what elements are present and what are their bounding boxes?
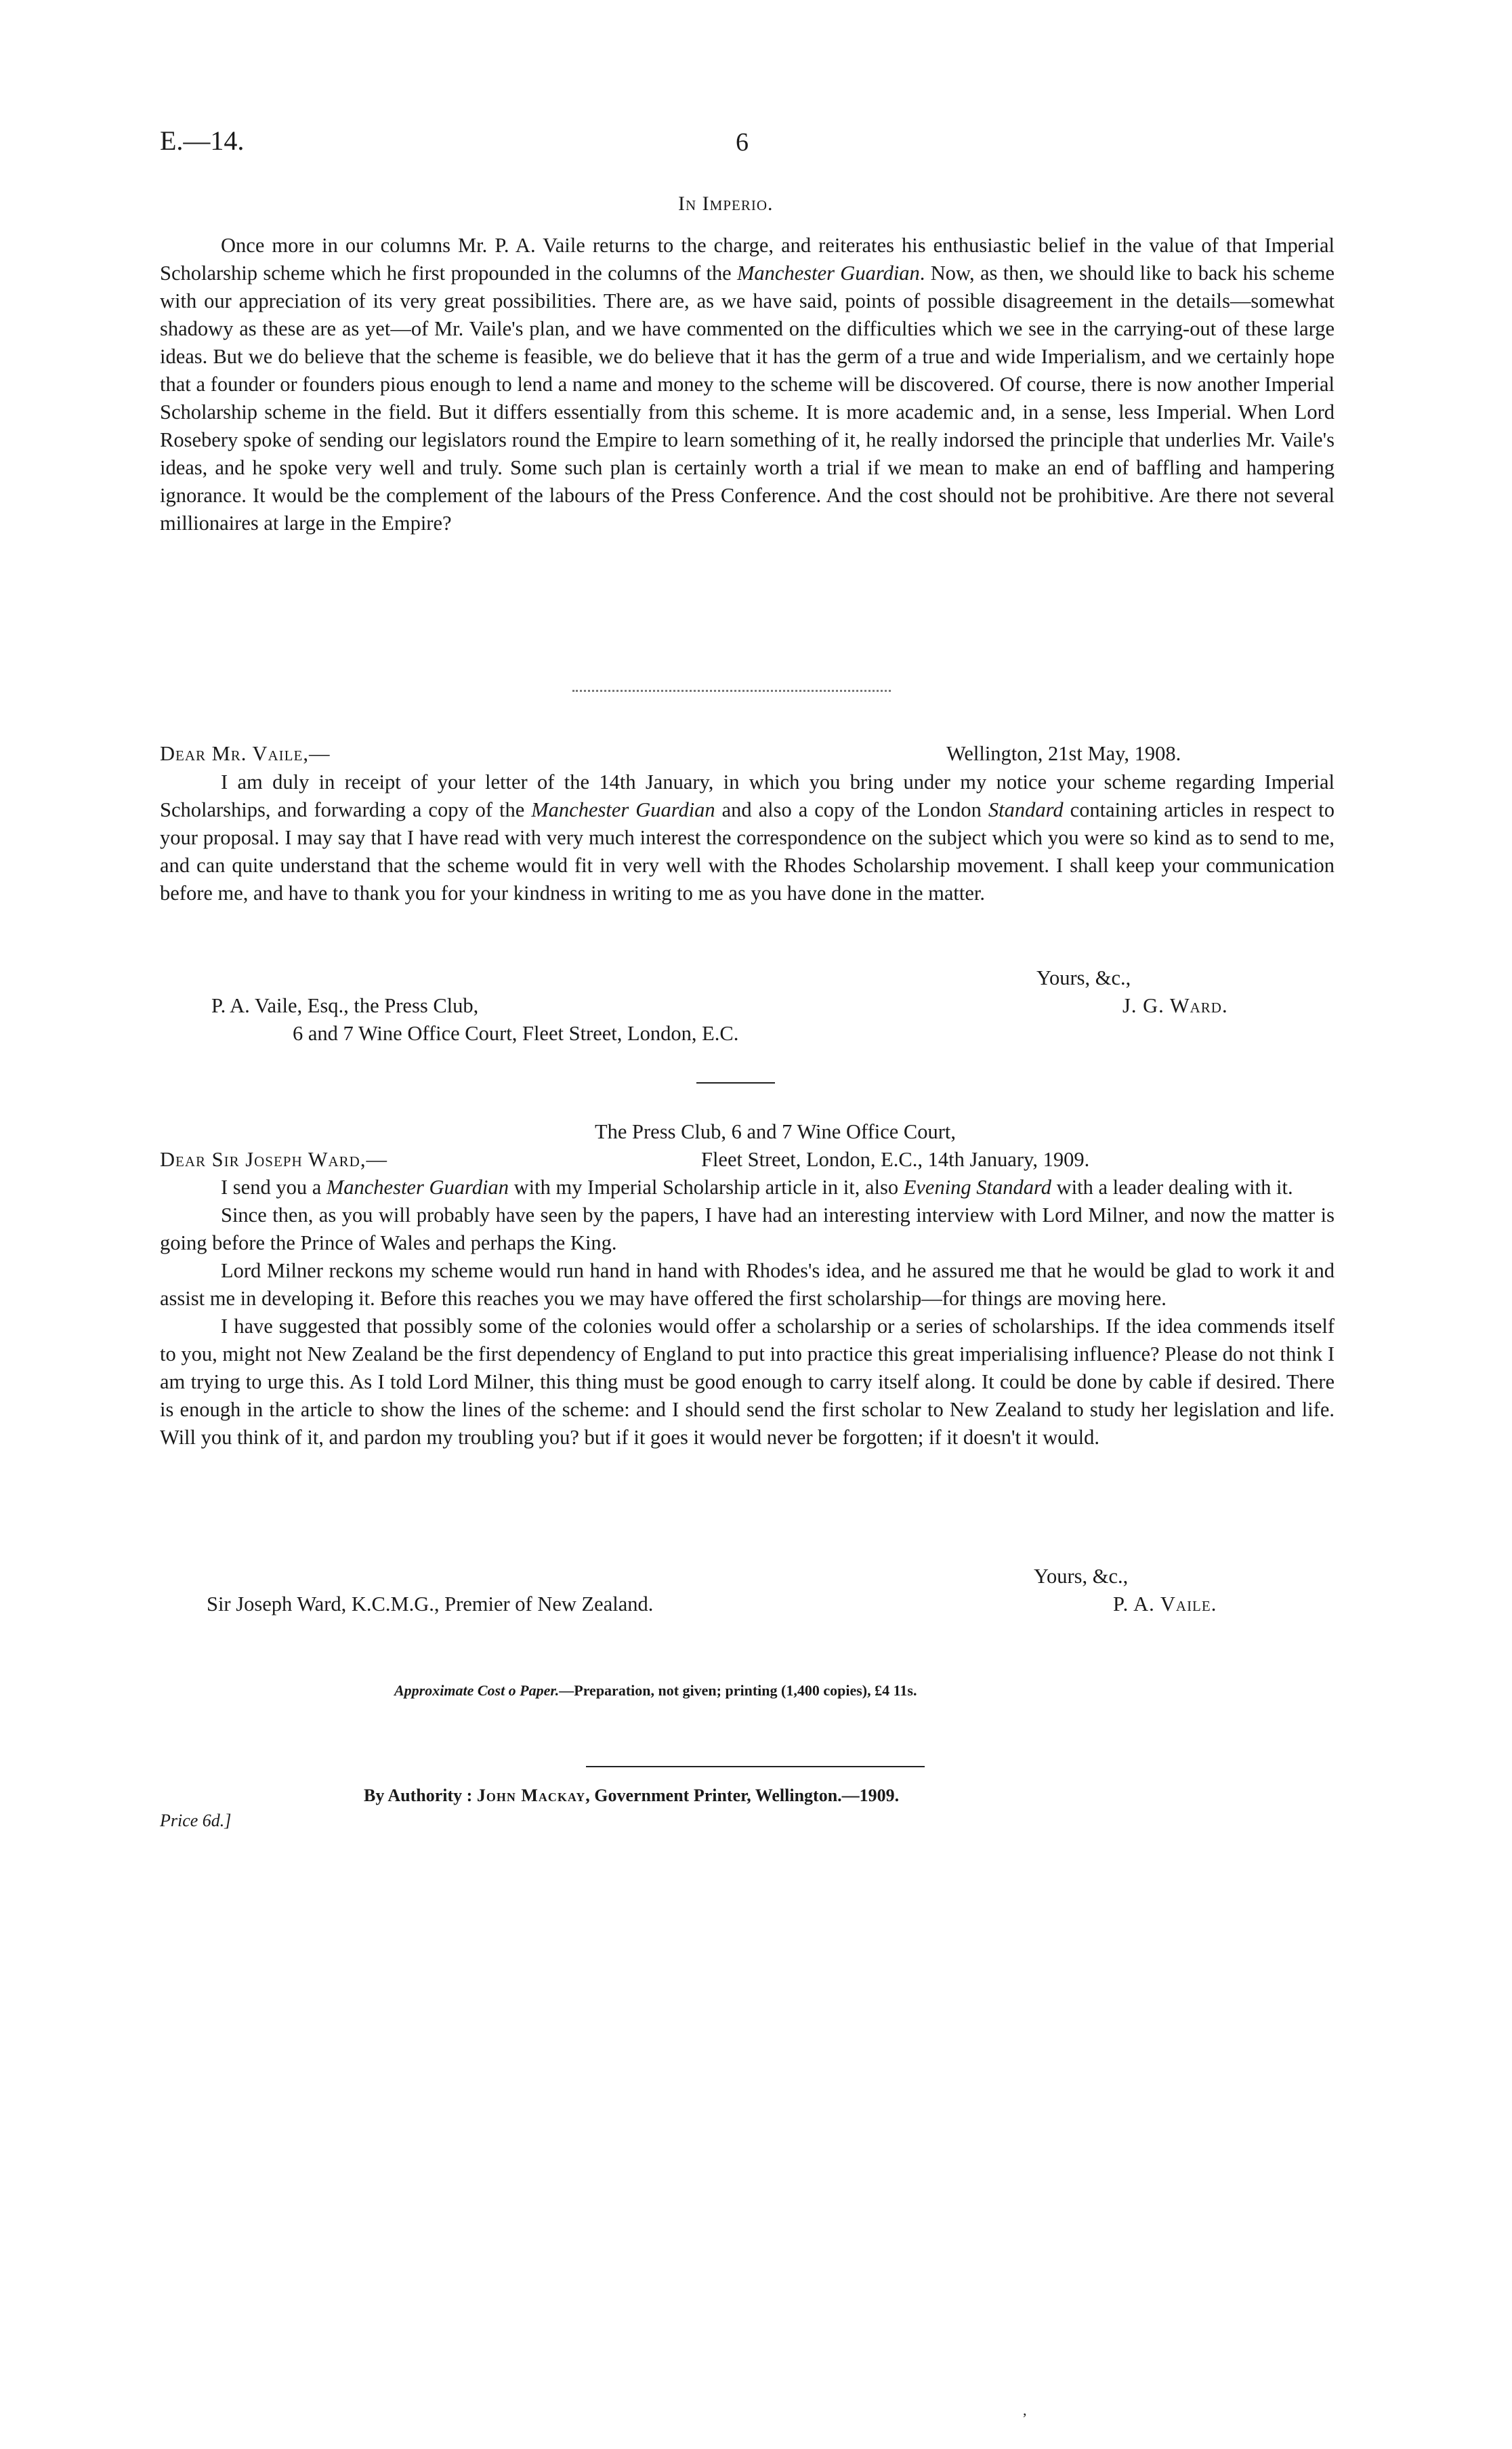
letter2-p1-text-c: with a leader dealing with it. <box>1051 1176 1293 1199</box>
letter2-addressee: Sir Joseph Ward, K.C.M.G., Premier of New Zealand. <box>207 1592 654 1615</box>
letter2-salutation: Dear Sir Joseph Ward,— <box>160 1148 387 1171</box>
approximate-cost <box>394 1682 917 1700</box>
letter1-signature: J. G. Ward. <box>1122 994 1228 1017</box>
letter1-addressee-line2: 6 and 7 Wine Office Court, Fleet Street, London, E.C. <box>293 1022 739 1045</box>
in-imperio-text-a: Once more in our columns Mr. P. A. Vaile returns to the charge, and reiterates his enthusiastic belief in the value of that Imperial Scholarship scheme which he first propounded in the columns of the <box>160 234 1335 285</box>
in-imperio-italic: Manchester Guardian <box>737 262 920 285</box>
letter2-body <box>160 1174 1335 1452</box>
section-heading: In Imperio. <box>678 192 774 215</box>
letter2-signature: P. A. Vaile. <box>1113 1592 1217 1615</box>
stray-mark: , <box>1023 2402 1027 2419</box>
dotted-separator <box>572 690 891 695</box>
letter1-place-date: Wellington, 21st May, 1908. <box>946 742 1181 765</box>
letter1-text-b: and also a copy of the London <box>715 798 988 821</box>
printer-authority <box>364 1786 899 1806</box>
letter1-addressee-line1: P. A. Vaile, Esq., the Press Club, <box>211 994 479 1017</box>
letter1-closing: Yours, &c., <box>1036 966 1131 989</box>
in-imperio-paragraph <box>160 232 1335 537</box>
footer-rule <box>586 1766 925 1767</box>
cost-label: Approximate Cost o Paper. <box>394 1682 560 1699</box>
authority-prefix: By Authority : <box>364 1786 477 1805</box>
authority-suffix: , Government Printer, Wellington.—1909. <box>585 1786 900 1805</box>
letter1-text-a: I am duly in receipt of your letter of the 14th January, in which you bring under my notice your scheme regarding Imperial Scholarships, and forwarding a copy of the <box>160 770 1335 821</box>
letter2-p1-italic-1: Manchester Guardian <box>326 1176 509 1199</box>
letter2-closing: Yours, &c., <box>1034 1565 1129 1588</box>
letter2-p2: Since then, as you will probably have seen by the papers, I have had an interesting interview with Lord Milner, and now the matter is going before the Prince of Wales and perhaps the King. <box>160 1203 1335 1254</box>
price: Price 6d.] <box>160 1811 232 1830</box>
page-number: 6 <box>736 128 749 157</box>
printer-name: John Mackay <box>476 1786 586 1805</box>
letter2-p1-text-b: with my Imperial Scholarship article in it, also <box>508 1176 904 1199</box>
in-imperio-text-b: . Now, as then, we should like to back his scheme with our appreciation of its very great possibilities. There are, as we have said, points of possible disagreement in the details—somewhat shadowy as these are as yet—of Mr. Vaile's plan, and we have commented on the difficulties which we see in the carrying-out of these large ideas. But we do believe that the scheme is feasible, we do believe that it has the germ of a true and wide Imperialism, and we certainly hope that a founder or founders pious enough to lend a name and money to the scheme will be discovered. Of course, there is now another Imperial Scholarship scheme in the field. But it differs essentially from this scheme. It is more academic and, in a sense, less Imperial. When Lord Rosebery spoke of sending our legislators round the Empire to learn something of it, he really indorsed the principle that underlies Mr. Vaile's ideas, and he spoke very well and truly. Some such plan is certainly worth a trial if we mean to make an end of baffling and hampering ignorance. It would be the complement of the labours of the Press Conference. And the cost should not be prohibitive. Are there not several millionaires at large in the Empire? <box>160 262 1335 535</box>
letter2-p1-italic-2: Evening Standard <box>903 1176 1051 1199</box>
letter2-address-line2: Fleet Street, London, E.C., 14th January, 1909. <box>701 1148 1090 1171</box>
letter1-italic-1: Manchester Guardian <box>531 798 715 821</box>
letter2-p1-text-a: I send you a <box>221 1176 327 1199</box>
letter1-text-c: containing articles in respect to your proposal. I may say that I have read with very much interest the correspondence on the subject which you were so kind as to send to me, and can quite understand that the scheme would fit in very well with the Rhodes Scholarship movement. I shall keep your communication before me, and have to thank you for your kindness in writing to me as you have done in the matter. <box>160 798 1335 905</box>
letter2-p4: I have suggested that possibly some of the colonies would offer a scholarship or a series of scholarships. If the idea commends itself to you, might not New Zealand be the first dependency of England to put into practice this great imperialising influence? Please do not think I am trying to urge this. As I told Lord Milner, this thing must be good enough to carry itself along. It could be done by cable if desired. There is enough in the article to show the lines of the scheme: and I should send the first scholar to New Zealand to study her legislation and life. Will you think of it, and pardon my troubling you? but if it goes it would never be forgotten; if it doesn't it would. <box>160 1315 1335 1449</box>
cost-text: —Preparation, not given; printing (1,400 copies), £4 11s. <box>559 1682 917 1699</box>
letter-divider <box>696 1082 775 1084</box>
letter2-p3: Lord Milner reckons my scheme would run hand in hand with Rhodes's idea, and he assured me that he would be glad to work it and assist me in developing it. Before this reaches you we may have offered the first scholarship—for things are moving here. <box>160 1259 1335 1310</box>
letter2-address-line1: The Press Club, 6 and 7 Wine Office Court, <box>595 1120 957 1143</box>
letter1-body <box>160 768 1335 907</box>
document-reference: E.—14. <box>160 125 245 156</box>
letter1-italic-2: Standard <box>988 798 1064 821</box>
letter1-salutation: Dear Mr. Vaile,— <box>160 742 331 765</box>
